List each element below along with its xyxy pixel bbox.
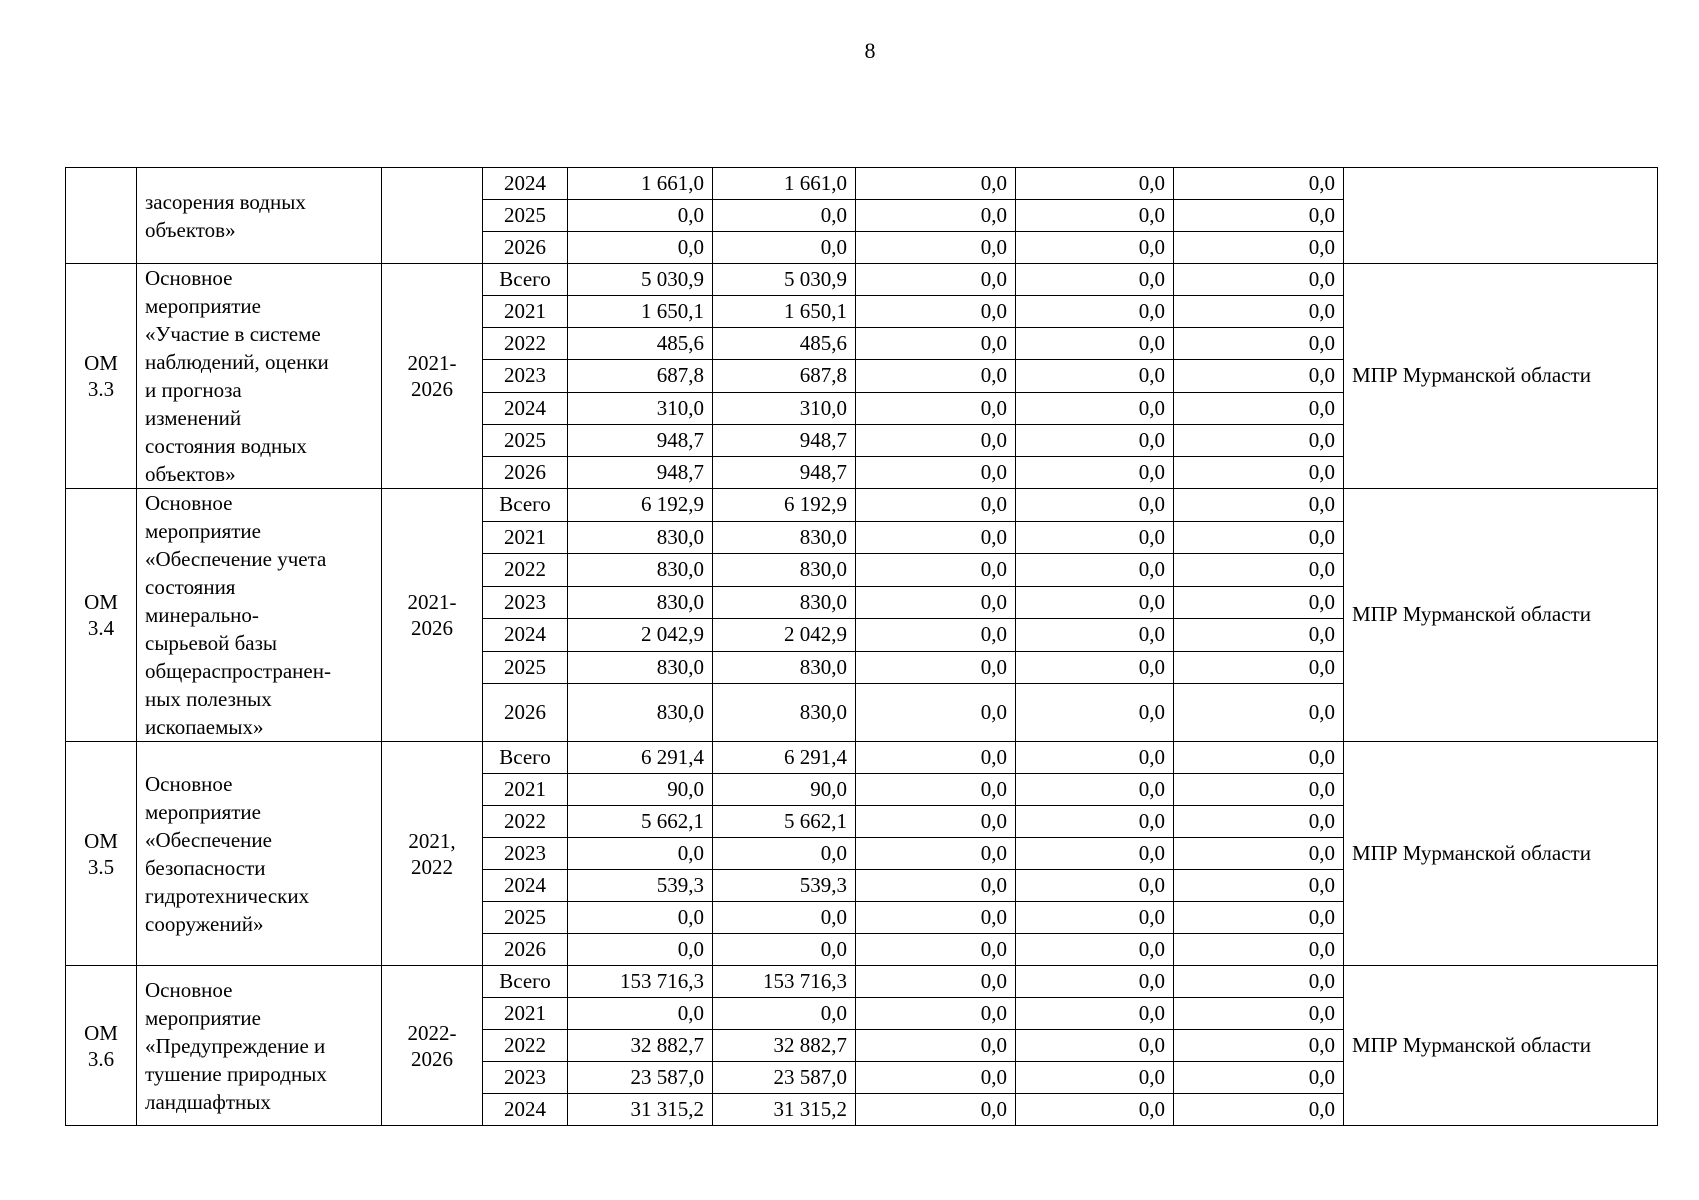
measure-code: ОМ 3.3 — [84, 351, 118, 401]
measure-name-line: мероприятие — [145, 519, 261, 543]
amount-cell-3: 0,0 — [856, 360, 1016, 392]
amount-cell-2: 5 030,9 — [713, 264, 856, 296]
amount-cell-1: 0,0 — [568, 200, 713, 232]
executor-name: МПР Мурманской области — [1352, 1032, 1591, 1057]
executor-cell — [1344, 742, 1658, 966]
year-cell: Всего — [483, 264, 568, 296]
amount-cell-5: 0,0 — [1174, 870, 1344, 902]
amount-cell-3: 0,0 — [856, 806, 1016, 838]
year-cell: 2024 — [483, 168, 568, 200]
measure-name-line: Основное — [145, 977, 233, 1002]
amount-cell-1: 830,0 — [568, 586, 713, 619]
measure-code: ОМ 3.5 — [84, 828, 118, 879]
amount-cell-4: 0,0 — [1016, 774, 1174, 806]
measure-name-line: и прогноза — [145, 378, 242, 402]
measure-name-line: сырьевой базы — [145, 631, 277, 655]
year-cell: 2024 — [483, 1094, 568, 1126]
measure-period: 2021- 2026 — [407, 590, 457, 640]
measure-name-line: мероприятие — [145, 1005, 261, 1030]
amount-cell-5: 0,0 — [1174, 742, 1344, 774]
amount-cell-3: 0,0 — [856, 934, 1016, 966]
amount-cell-3: 0,0 — [856, 902, 1016, 934]
measure-period-cell — [382, 742, 483, 966]
amount-cell-1: 687,8 — [568, 360, 713, 392]
amount-cell-5: 0,0 — [1174, 1062, 1344, 1094]
amount-cell-4: 0,0 — [1016, 328, 1174, 360]
amount-cell-5: 0,0 — [1174, 168, 1344, 200]
measure-period: 2021- 2026 — [407, 351, 457, 401]
measure-name-line: гидротехнических — [145, 883, 310, 908]
amount-cell-2: 31 315,2 — [713, 1094, 856, 1126]
table-row — [66, 264, 1658, 296]
amount-cell-2: 90,0 — [713, 774, 856, 806]
measure-name-line: состояния — [145, 575, 236, 599]
amount-cell-2: 310,0 — [713, 392, 856, 424]
amount-cell-1: 310,0 — [568, 392, 713, 424]
amount-cell-4: 0,0 — [1016, 619, 1174, 652]
page-number: 8 — [864, 38, 876, 63]
amount-cell-2: 539,3 — [713, 870, 856, 902]
amount-cell-1: 32 882,7 — [568, 1030, 713, 1062]
measure-name-line: Основное — [145, 266, 233, 290]
amount-cell-1: 539,3 — [568, 870, 713, 902]
measure-name-cell — [137, 966, 382, 1126]
amount-cell-2: 0,0 — [713, 838, 856, 870]
year-cell: 2026 — [483, 684, 568, 742]
measure-name-line: ископаемых» — [145, 715, 264, 739]
amount-cell-5: 0,0 — [1174, 902, 1344, 934]
year-cell: 2023 — [483, 360, 568, 392]
year-cell: 2021 — [483, 774, 568, 806]
amount-cell-3: 0,0 — [856, 456, 1016, 488]
amount-cell-4: 0,0 — [1016, 651, 1174, 684]
amount-cell-2: 830,0 — [713, 684, 856, 742]
amount-cell-5: 0,0 — [1174, 934, 1344, 966]
amount-cell-4: 0,0 — [1016, 1062, 1174, 1094]
executor-cell — [1344, 168, 1658, 264]
amount-cell-2: 5 662,1 — [713, 806, 856, 838]
measure-name-line: «Предупреждение и — [145, 1033, 326, 1058]
amount-cell-1: 0,0 — [568, 232, 713, 264]
measure-code-cell — [66, 742, 137, 966]
amount-cell-1: 1 650,1 — [568, 296, 713, 328]
amount-cell-5: 0,0 — [1174, 554, 1344, 587]
amount-cell-5: 0,0 — [1174, 586, 1344, 619]
amount-cell-5: 0,0 — [1174, 966, 1344, 998]
amount-cell-2: 830,0 — [713, 651, 856, 684]
amount-cell-3: 0,0 — [856, 684, 1016, 742]
year-cell: 2023 — [483, 586, 568, 619]
amount-cell-3: 0,0 — [856, 998, 1016, 1030]
measure-name-line: наблюдений, оценки — [145, 350, 329, 374]
amount-cell-5: 0,0 — [1174, 838, 1344, 870]
amount-cell-4: 0,0 — [1016, 200, 1174, 232]
measure-name-cell — [137, 168, 382, 264]
amount-cell-3: 0,0 — [856, 774, 1016, 806]
amount-cell-1: 830,0 — [568, 521, 713, 554]
amount-cell-3: 0,0 — [856, 296, 1016, 328]
amount-cell-5: 0,0 — [1174, 456, 1344, 488]
measure-period-cell — [382, 264, 483, 489]
budget-table — [65, 167, 1658, 1126]
amount-cell-2: 6 291,4 — [713, 742, 856, 774]
amount-cell-2: 2 042,9 — [713, 619, 856, 652]
executor-cell — [1344, 966, 1658, 1126]
measure-code-cell — [66, 168, 137, 264]
amount-cell-4: 0,0 — [1016, 168, 1174, 200]
amount-cell-1: 485,6 — [568, 328, 713, 360]
amount-cell-4: 0,0 — [1016, 902, 1174, 934]
amount-cell-4: 0,0 — [1016, 586, 1174, 619]
year-cell: 2025 — [483, 651, 568, 684]
amount-cell-4: 0,0 — [1016, 966, 1174, 998]
executor-name: МПР Мурманской области — [1352, 840, 1591, 865]
amount-cell-4: 0,0 — [1016, 1094, 1174, 1126]
amount-cell-1: 6 291,4 — [568, 742, 713, 774]
amount-cell-2: 23 587,0 — [713, 1062, 856, 1094]
measure-period-cell — [382, 489, 483, 742]
measure-period-cell — [382, 168, 483, 264]
amount-cell-4: 0,0 — [1016, 684, 1174, 742]
executor-cell — [1344, 264, 1658, 489]
amount-cell-4: 0,0 — [1016, 424, 1174, 456]
amount-cell-2: 32 882,7 — [713, 1030, 856, 1062]
amount-cell-5: 0,0 — [1174, 200, 1344, 232]
amount-cell-5: 0,0 — [1174, 296, 1344, 328]
amount-cell-5: 0,0 — [1174, 619, 1344, 652]
executor-name: МПР Мурманской области — [1352, 363, 1591, 388]
measure-name-line: состояния водных — [145, 434, 307, 458]
executor-name: МПР Мурманской области — [1352, 602, 1591, 627]
amount-cell-2: 830,0 — [713, 554, 856, 587]
amount-cell-4: 0,0 — [1016, 554, 1174, 587]
amount-cell-2: 0,0 — [713, 902, 856, 934]
amount-cell-4: 0,0 — [1016, 742, 1174, 774]
amount-cell-1: 5 662,1 — [568, 806, 713, 838]
amount-cell-2: 0,0 — [713, 998, 856, 1030]
amount-cell-1: 6 192,9 — [568, 489, 713, 522]
amount-cell-3: 0,0 — [856, 966, 1016, 998]
year-cell: 2021 — [483, 521, 568, 554]
year-cell: 2021 — [483, 998, 568, 1030]
amount-cell-1: 153 716,3 — [568, 966, 713, 998]
amount-cell-3: 0,0 — [856, 1062, 1016, 1094]
amount-cell-1: 948,7 — [568, 424, 713, 456]
amount-cell-3: 0,0 — [856, 392, 1016, 424]
amount-cell-4: 0,0 — [1016, 1030, 1174, 1062]
year-cell: 2026 — [483, 934, 568, 966]
amount-cell-2: 0,0 — [713, 200, 856, 232]
amount-cell-4: 0,0 — [1016, 934, 1174, 966]
amount-cell-2: 830,0 — [713, 521, 856, 554]
measure-name-line: общераспространен- — [145, 659, 331, 683]
year-cell: 2024 — [483, 870, 568, 902]
measure-code: ОМ 3.6 — [84, 1020, 118, 1071]
measure-period: 2021, 2022 — [408, 828, 456, 879]
measure-name-line: мероприятие — [145, 294, 261, 318]
amount-cell-3: 0,0 — [856, 838, 1016, 870]
amount-cell-4: 0,0 — [1016, 521, 1174, 554]
amount-cell-3: 0,0 — [856, 586, 1016, 619]
amount-cell-2: 830,0 — [713, 586, 856, 619]
measure-name-line: мероприятие — [145, 799, 261, 824]
year-cell: 2025 — [483, 200, 568, 232]
amount-cell-2: 485,6 — [713, 328, 856, 360]
amount-cell-3: 0,0 — [856, 232, 1016, 264]
table-row — [66, 168, 1658, 200]
amount-cell-1: 90,0 — [568, 774, 713, 806]
measure-name-cell — [137, 489, 382, 742]
measure-code-cell — [66, 489, 137, 742]
table-row — [66, 742, 1658, 774]
amount-cell-1: 5 030,9 — [568, 264, 713, 296]
amount-cell-3: 0,0 — [856, 651, 1016, 684]
measure-name-line: ных полезных — [145, 687, 272, 711]
amount-cell-4: 0,0 — [1016, 838, 1174, 870]
amount-cell-2: 948,7 — [713, 456, 856, 488]
table-row — [66, 489, 1658, 522]
amount-cell-3: 0,0 — [856, 554, 1016, 587]
amount-cell-3: 0,0 — [856, 424, 1016, 456]
measure-name-line: «Обеспечение — [145, 827, 272, 852]
amount-cell-1: 948,7 — [568, 456, 713, 488]
measure-name-cell — [137, 264, 382, 489]
measure-name-line: «Участие в системе — [145, 322, 321, 346]
measure-name-line: ландшафтных — [145, 1089, 271, 1114]
year-cell: 2021 — [483, 296, 568, 328]
measure-name-cell — [137, 742, 382, 966]
year-cell: 2025 — [483, 424, 568, 456]
amount-cell-1: 0,0 — [568, 934, 713, 966]
measure-period-cell — [382, 966, 483, 1126]
year-cell: 2024 — [483, 619, 568, 652]
year-cell: 2026 — [483, 232, 568, 264]
measure-name-line: минерально- — [145, 603, 259, 627]
amount-cell-4: 0,0 — [1016, 489, 1174, 522]
year-cell: 2023 — [483, 838, 568, 870]
measure-name-line: безопасности — [145, 855, 266, 880]
year-cell: Всего — [483, 966, 568, 998]
amount-cell-4: 0,0 — [1016, 870, 1174, 902]
amount-cell-3: 0,0 — [856, 168, 1016, 200]
executor-cell — [1344, 489, 1658, 742]
amount-cell-5: 0,0 — [1174, 232, 1344, 264]
amount-cell-5: 0,0 — [1174, 806, 1344, 838]
amount-cell-3: 0,0 — [856, 619, 1016, 652]
measure-name-line: изменений — [145, 406, 242, 430]
amount-cell-5: 0,0 — [1174, 684, 1344, 742]
amount-cell-3: 0,0 — [856, 264, 1016, 296]
amount-cell-2: 687,8 — [713, 360, 856, 392]
amount-cell-5: 0,0 — [1174, 521, 1344, 554]
amount-cell-5: 0,0 — [1174, 1094, 1344, 1126]
amount-cell-2: 1 650,1 — [713, 296, 856, 328]
measure-name-line: засорения водных — [145, 189, 306, 214]
amount-cell-3: 0,0 — [856, 742, 1016, 774]
year-cell: 2022 — [483, 806, 568, 838]
amount-cell-3: 0,0 — [856, 521, 1016, 554]
amount-cell-1: 31 315,2 — [568, 1094, 713, 1126]
amount-cell-2: 0,0 — [713, 934, 856, 966]
year-cell: 2026 — [483, 456, 568, 488]
measure-name-line: сооружений» — [145, 911, 264, 936]
amount-cell-1: 830,0 — [568, 651, 713, 684]
amount-cell-2: 0,0 — [713, 232, 856, 264]
measure-period: 2022- 2026 — [407, 1020, 457, 1071]
amount-cell-4: 0,0 — [1016, 232, 1174, 264]
amount-cell-4: 0,0 — [1016, 360, 1174, 392]
amount-cell-1: 2 042,9 — [568, 619, 713, 652]
measure-code-cell — [66, 966, 137, 1126]
amount-cell-1: 0,0 — [568, 998, 713, 1030]
measure-name-line: тушение природных — [145, 1061, 327, 1086]
amount-cell-2: 153 716,3 — [713, 966, 856, 998]
amount-cell-2: 948,7 — [713, 424, 856, 456]
amount-cell-3: 0,0 — [856, 328, 1016, 360]
amount-cell-2: 1 661,0 — [713, 168, 856, 200]
amount-cell-1: 1 661,0 — [568, 168, 713, 200]
measure-name-line: объектов» — [145, 217, 236, 242]
year-cell: 2025 — [483, 902, 568, 934]
amount-cell-4: 0,0 — [1016, 392, 1174, 424]
amount-cell-5: 0,0 — [1174, 424, 1344, 456]
year-cell: 2022 — [483, 328, 568, 360]
amount-cell-4: 0,0 — [1016, 806, 1174, 838]
amount-cell-3: 0,0 — [856, 489, 1016, 522]
year-cell: 2023 — [483, 1062, 568, 1094]
amount-cell-3: 0,0 — [856, 870, 1016, 902]
amount-cell-5: 0,0 — [1174, 360, 1344, 392]
amount-cell-4: 0,0 — [1016, 998, 1174, 1030]
amount-cell-5: 0,0 — [1174, 264, 1344, 296]
amount-cell-1: 23 587,0 — [568, 1062, 713, 1094]
amount-cell-4: 0,0 — [1016, 264, 1174, 296]
amount-cell-3: 0,0 — [856, 1030, 1016, 1062]
amount-cell-1: 0,0 — [568, 838, 713, 870]
measure-code: ОМ 3.4 — [84, 590, 118, 640]
amount-cell-2: 6 192,9 — [713, 489, 856, 522]
year-cell: 2024 — [483, 392, 568, 424]
year-cell: Всего — [483, 742, 568, 774]
year-cell: 2022 — [483, 554, 568, 587]
year-cell: Всего — [483, 489, 568, 522]
amount-cell-1: 830,0 — [568, 554, 713, 587]
measure-name-line: «Обеспечение учета — [145, 547, 327, 571]
measure-name-line: Основное — [145, 771, 233, 796]
amount-cell-5: 0,0 — [1174, 1030, 1344, 1062]
table-row — [66, 966, 1658, 998]
amount-cell-1: 0,0 — [568, 902, 713, 934]
amount-cell-5: 0,0 — [1174, 774, 1344, 806]
amount-cell-3: 0,0 — [856, 200, 1016, 232]
amount-cell-5: 0,0 — [1174, 392, 1344, 424]
amount-cell-4: 0,0 — [1016, 456, 1174, 488]
measure-name-line: объектов» — [145, 462, 236, 486]
amount-cell-5: 0,0 — [1174, 489, 1344, 522]
amount-cell-5: 0,0 — [1174, 328, 1344, 360]
amount-cell-3: 0,0 — [856, 1094, 1016, 1126]
amount-cell-4: 0,0 — [1016, 296, 1174, 328]
year-cell: 2022 — [483, 1030, 568, 1062]
measure-code-cell — [66, 264, 137, 489]
amount-cell-1: 830,0 — [568, 684, 713, 742]
amount-cell-5: 0,0 — [1174, 651, 1344, 684]
measure-name-line: Основное — [145, 491, 233, 515]
amount-cell-5: 0,0 — [1174, 998, 1344, 1030]
